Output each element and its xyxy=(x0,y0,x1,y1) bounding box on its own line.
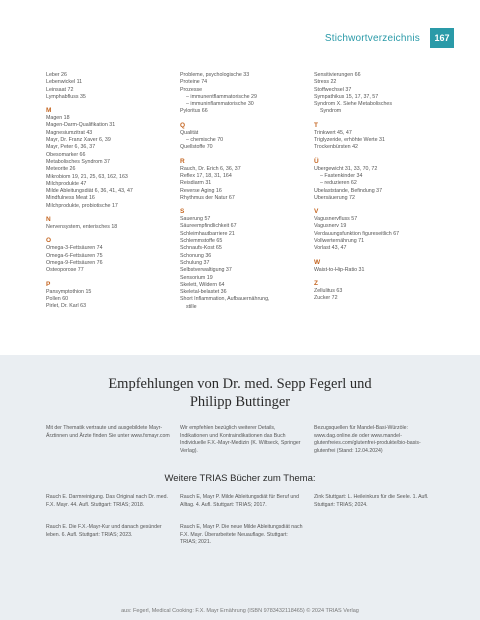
index-entry: Rauch, Dr. Erich 6, 36, 37 xyxy=(180,165,241,172)
index-entry: Mindfulness Meat 16 xyxy=(46,195,95,202)
index-entry: Verdauungsfunktion figureseitlich 67 xyxy=(314,230,400,237)
index-entry: Short Inflammation, Aufbauernährung, xyxy=(180,296,270,303)
recommendation-sources: Bezugsquellen für Mandel-Basi-Würzöle: www.dag.online.de oder www.mandel-glutenfreies.com/glutenfrei-produkte/bio-basis-glutenfrei (Stand: 12.04.2024) xyxy=(314,425,421,454)
index-entry: Metabolisches Syndrom 37 xyxy=(46,158,110,165)
index-entry: Lymphabfluss 35 xyxy=(46,93,86,100)
index-entry: Übergewicht 31, 33, 70, 72 xyxy=(314,165,378,172)
index-entry: Proteine 74 xyxy=(180,79,208,86)
index-entry: Lebenwickel 11 xyxy=(46,79,83,86)
index-entry: Magen 18 xyxy=(46,115,70,122)
recommendation-doctors: Mit der Thematik vertraute und ausgebildete Mayr-Ärztinnen und Ärzte finden Sie unter www.fxmayr.com xyxy=(46,425,170,439)
index-entry: Leber 26 xyxy=(46,72,67,78)
index-entry: – chemische 70 xyxy=(186,137,224,144)
index-entry: Übelaststande, Befindung 37 xyxy=(314,187,383,194)
index-entry: – reduzieren 62 xyxy=(320,180,357,187)
index-entry: Selbstverwaltigung 37 xyxy=(180,267,232,274)
index-entry: Schonung 36 xyxy=(180,252,212,259)
index-letter-heading: R xyxy=(180,157,185,165)
index-letter-heading: P xyxy=(46,280,51,288)
page-header xyxy=(0,0,480,82)
index-column-2 xyxy=(180,72,310,311)
index-entry: Sauerung 57 xyxy=(180,216,211,223)
index-entry: Prozesse xyxy=(180,86,203,93)
book-item: Zink Stuttgart: L. Heileinkurs für die Seele. 1. Aufl. Stuttgart: TRIAS; 2024. xyxy=(314,494,429,508)
index-letter-heading: Ü xyxy=(314,157,319,165)
index-entry: Zucker 72 xyxy=(314,295,338,302)
more-books-title: Weitere TRIAS Bücher zum Thema: xyxy=(164,473,316,484)
index-entry: Trinkwert 45, 47 xyxy=(314,129,352,136)
index-entry: Reisdiarm 31 xyxy=(180,180,212,187)
index-entry: stille xyxy=(186,303,197,310)
index-entry: Milde Ableitungsdiät 6, 36, 41, 43, 47 xyxy=(46,188,133,195)
index-entry: Mayr, Dr. Franz Xaver 6, 39 xyxy=(46,137,111,144)
index-entry: Qualität xyxy=(180,129,199,136)
index-entry: Sensitivierungen 66 xyxy=(314,72,361,78)
index-entry: Schlemmstoffe 65 xyxy=(180,238,223,245)
index-letter-heading: S xyxy=(180,208,185,216)
index-entry: Pyloritus 66 xyxy=(180,108,208,115)
index-letter-heading: N xyxy=(46,216,51,224)
index-entry: Triglyzeride, erhöhte Werte 31 xyxy=(314,137,385,144)
index-letter-heading: V xyxy=(314,208,319,216)
index-entry: Vollwerternährung 71 xyxy=(314,238,365,245)
index-entry: Magnesiumzitrat 43 xyxy=(46,129,93,136)
index-entry: Omega-3-Fettsäuren 74 xyxy=(46,245,103,252)
index-entry: Obesomarker 66 xyxy=(46,151,86,158)
index-entry: Reverse Aging 16 xyxy=(180,187,222,194)
book-item: Rauch E, Mayr P. Milde Ableitungsdiät für Beruf und Alltag. 4. Aufl. Stuttgart: TRIAS; 2017. xyxy=(180,494,299,508)
index-column-1 xyxy=(46,72,176,310)
index-entry: Zellulitus 63 xyxy=(314,287,343,294)
running-header-title: Stichwortverzeichnis xyxy=(324,33,420,44)
index-entry: Pansymptothion 15 xyxy=(46,288,92,295)
index-entry: Nervensystem, enterisches 18 xyxy=(46,224,118,231)
book-item: Rauch E. Darmreinigung. Das Original nach Dr. med. F.X. Mayr. 44. Aufl. Stuttgart: TRIAS; 2018. xyxy=(46,494,168,508)
index-column-3 xyxy=(314,72,444,303)
index-letter-heading: M xyxy=(46,107,52,115)
book-item: Rauch E, Mayr P. Die neue Milde Ableitungsdiät nach F.X. Mayr. Überarbeitete Neuauflage. Stuttgart: TRIAS; 2021. xyxy=(180,524,303,546)
index-entry: Omega-9-Fettsäuren 76 xyxy=(46,259,103,266)
index-entry: Vagusnerv 19 xyxy=(314,223,347,230)
index-entry: Mayr, Peter 6, 36, 37 xyxy=(46,144,96,151)
index-entry: Syndrom X. Siehe Metabolisches xyxy=(314,101,393,108)
index-entry: Skelett, Wildern 64 xyxy=(180,281,225,288)
index-entry: – immuninflammatorische 30 xyxy=(186,101,254,108)
index-letter-heading: W xyxy=(314,258,321,266)
index-letter-heading: O xyxy=(46,237,52,245)
index-entry: Mikrobiom 19, 21, 25, 63, 162, 163 xyxy=(46,173,128,180)
index-entry: Stress 22 xyxy=(314,79,337,86)
index-entry: Stoffwechsel 37 xyxy=(314,86,352,93)
index-entry: Milchprodukte, probiotische 17 xyxy=(46,202,118,209)
index-entry: Probleme, psychologische 33 xyxy=(180,72,250,78)
index-letter-heading: Q xyxy=(180,121,186,129)
index-entry: Sensorium 19 xyxy=(180,274,213,281)
index-entry: Sympathikus 15, 17, 37, 57 xyxy=(314,93,379,100)
index-entry: Omega-6-Fettsäuren 75 xyxy=(46,252,103,259)
index-letter-heading: Z xyxy=(314,279,318,287)
index-entry: Quellstoffe 70 xyxy=(180,144,213,151)
index-entry: Pollen 60 xyxy=(46,295,69,302)
recommendations-title xyxy=(0,375,480,411)
index-entry: Syndrom xyxy=(320,108,342,115)
index-entry: Vorlast 43, 47 xyxy=(314,245,347,252)
index-entry: Reflex 17, 18, 31, 164 xyxy=(180,172,232,179)
index-entry: – immunentflammatorische 29 xyxy=(186,93,257,100)
index-entry: Schleimhautbarriere 21 xyxy=(180,230,235,237)
index-entry: Osteoporose 77 xyxy=(46,267,84,274)
recommendations-title-line1: Empfehlungen von Dr. med. Sepp Fegerl und xyxy=(108,376,372,392)
index-entry: Schulung 37 xyxy=(180,259,210,266)
index-entry: Skeletal-belastet 36 xyxy=(180,289,227,296)
recommendations-title-line2: Philipp Buttinger xyxy=(189,394,291,410)
index-entry: Magen-Darm-Qualifikation 31 xyxy=(46,122,116,129)
index-letter-heading: T xyxy=(314,121,318,129)
index-entry: Milchprodukte 47 xyxy=(46,180,87,187)
index-entry: Pirlet, Dr. Karl 63 xyxy=(46,303,87,310)
index-entry: Rhythmus der Natur 67 xyxy=(180,194,235,201)
book-item: Rauch E. Die F.X.-Mayr-Kur und danach gesünder leben. 6. Aufl. Stuttgart: TRIAS; 2023. xyxy=(46,524,162,538)
index-entry: Trockenbürsten 42 xyxy=(314,144,358,151)
index-entry: Schnaufs-Kost 65 xyxy=(180,245,222,252)
page-number-badge: 167 xyxy=(430,28,454,48)
index-entry: Waist-to-Hip-Ratio 31 xyxy=(314,266,365,273)
index-entry: – Fastenkinder 34 xyxy=(320,172,363,179)
index-entry: Leinsaat 72 xyxy=(46,86,74,93)
index-entry: Vagusnervfluss 57 xyxy=(314,216,358,223)
index-entry: Meteorite 26 xyxy=(46,166,76,173)
index-entry: Übersäuerung 72 xyxy=(314,194,355,201)
keyword-index xyxy=(46,72,446,348)
source-footer: aus: Fegerl, Medical Cooking: F.X. Mayr Ernährung (ISBN 9783432118465) © 2024 TRIAS Verlag xyxy=(121,608,359,614)
recommendations-section xyxy=(0,355,480,620)
recommendation-book: Wir empfehlen bezüglich weiterer Details, Indikationen und Kontraindikationen das Buch Individuelle F.X.-Mayr-Medizin (K. Wiltseck, Springer Verlag). xyxy=(180,425,301,454)
index-entry: Säureempfindlichkeit 67 xyxy=(180,223,237,230)
